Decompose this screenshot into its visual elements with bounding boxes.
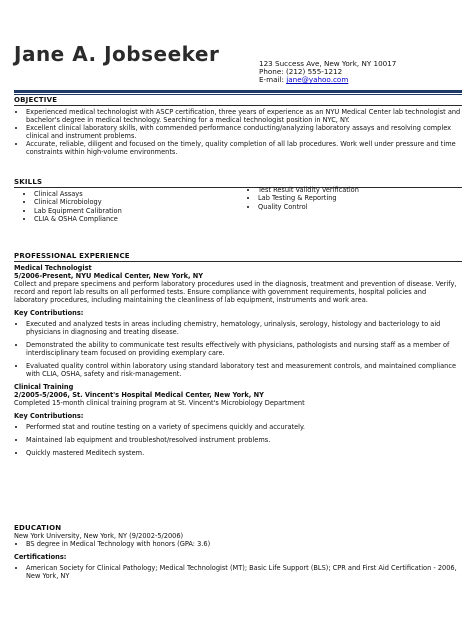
education-heading: EDUCATION [14,524,62,532]
experience-section [14,252,462,462]
header-divider [14,90,462,95]
candidate-name: Jane A. Jobseeker [14,42,220,66]
contributions-heading: Key Contributions: [14,309,84,317]
list-item: • Accurate, reliable, diligent and focused on the timely, quality completion of all lab procedures. Work well under pressure and time constraints within high-volume environments. [26,140,462,156]
list-item: • Excellent clinical laboratory skills, with commended performance conducting/analyzing laboratory assays and resolving complex clinical and instrument problems. [26,124,462,140]
email-line [259,76,396,84]
list-item: • Evaluated quality control within laboratory using standard laboratory test and measurement controls, and maintained compliance with CLIA, OSHA, safety and risk-management. [26,362,462,378]
contributions-heading: Key Contributions: [14,412,84,420]
job-title: Clinical Training [14,383,74,391]
email-label: E-mail: [259,75,287,85]
list-item: • Experienced medical technologist with ASCP certification, three years of experience as an NYU Medical Center lab technologist and bachelor's degree in medical technology. Searching for a medical technologist position in NYC, NY. [26,108,462,124]
skill-item: • Test Result Validity Verification [258,186,462,194]
skill-item: • CLIA & OSHA Compliance [34,215,238,223]
skill-item: • Clinical Microbiology [34,198,238,206]
skill-item: • Clinical Assays [34,190,238,198]
skills-columns [14,186,462,224]
skills-list-right [238,186,462,224]
email-link[interactable]: jane@yahoo.com [286,75,349,85]
job-title: Medical Technologist [14,264,92,272]
objective-heading: OBJECTIVE [14,96,58,104]
certifications-heading: Certifications: [14,553,67,561]
job-description: Completed 15-month clinical training program at St. Vincent's Microbiology Department [14,399,305,407]
objective-list [14,108,462,156]
skill-item: • Lab Equipment Calibration [34,207,238,215]
list-item: • BS degree in Medical Technology with honors (GPA: 3.6) [26,540,462,548]
list-item: • Demonstrated the ability to communicate test results effectively with physicians, pathologists and nursing staff as a member of interdisciplinary team focused on providing exemplary care. [26,341,462,357]
experience-heading: PROFESSIONAL EXPERIENCE [14,252,130,260]
certifications-list [14,564,462,580]
skills-list-left [14,190,238,224]
skill-item: • Quality Control [258,203,462,211]
address: 123 Success Ave, New York, NY 10017 [259,59,397,68]
contact-block [259,60,396,85]
section-divider [14,261,462,262]
job-dates-org: 2/2005-5/2006, St. Vincent's Hospital Medical Center, New York, NY [14,391,264,399]
education-list [14,540,462,548]
phone: Phone: (212) 555-1212 [259,67,343,77]
education-section [14,524,462,580]
skills-section [14,178,462,224]
job-dates-org: 5/2006-Present, NYU Medical Center, New York, NY [14,272,204,280]
school: New York University, New York, NY (9/2002-5/2006) [14,532,184,540]
list-item: • Performed stat and routine testing on a variety of specimens quickly and accurately. [26,423,462,431]
objective-section [14,96,462,156]
job-description: Collect and prepare specimens and perform laboratory procedures used in the diagnosis, treatment and prevention of disease. Verify, record and report lab results on all performed tests. Ensure compliance with government requirements, hospital policies and laboratory procedures, including maintaining the cleanliness of lab equipment, instruments and work area. [14,280,457,304]
skill-item: • Lab Testing & Reporting [258,194,462,202]
section-divider [14,105,462,106]
skills-heading: SKILLS [14,178,43,186]
list-item: • American Society for Clinical Pathology; Medical Technologist (MT); Basic Life Support (BLS); CPR and First Aid Certification - 2006, New York, NY [26,564,462,580]
contributions-list [14,423,462,457]
contributions-list [14,320,462,378]
list-item: • Maintained lab equipment and troubleshot/resolved instrument problems. [26,436,462,444]
list-item: • Executed and analyzed tests in areas including chemistry, hematology, urinalysis, serology, histology and bacteriology to aid physicians in diagnosing and treating disease. [26,320,462,336]
list-item: • Quickly mastered Meditech system. [26,449,462,457]
